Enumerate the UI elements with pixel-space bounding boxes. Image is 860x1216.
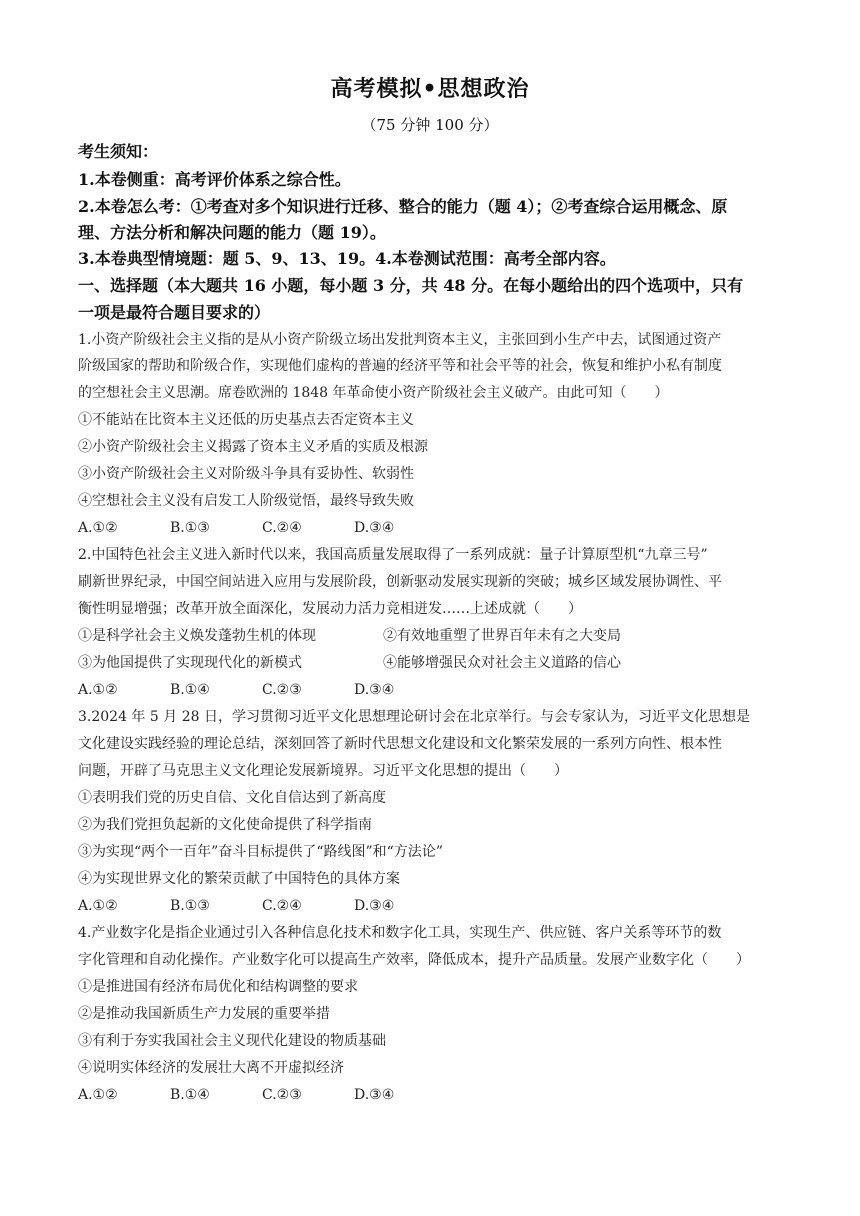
question-stem-line: 阶级国家的帮助和阶级合作，实现他们虚构的普遍的经济平等和社会平等的社会，恢复和维护小私有制度: [78, 358, 722, 374]
section-heading: 一、选择题（本大题共 16 小题，每小题 3 分，共 48 分。在每小题给出的四个选项中，只有: [78, 276, 744, 295]
option-a: A.①②: [78, 1087, 118, 1103]
statement: ④说明实体经济的发展壮大离不开虚拟经济: [78, 1060, 344, 1076]
statement: ③为实现“两个一百年”奋斗目标提供了“路线图”和“方法论”: [78, 844, 443, 860]
question-stem-line: 问题，开辟了马克思主义文化理论发展新境界。习近平文化思想的提出（ ）: [78, 763, 568, 779]
answer-options: [78, 680, 446, 700]
question-stem-line: 衡性明显增强；改革开放全面深化，发展动力活力竞相迸发……上述成就（ ）: [78, 601, 582, 617]
option-d: D.③④: [354, 682, 395, 698]
section-heading: 一项是最符合题目要求的）: [78, 303, 271, 322]
option-a: A.①②: [78, 898, 118, 914]
statement: ②为我们党担负起新的文化使命提供了科学指南: [78, 817, 372, 833]
option-d: D.③④: [354, 520, 395, 536]
exam-duration-score: （75 分钟 100 分）: [361, 116, 499, 134]
statement: ②是推动我国新质生产力发展的重要举措: [78, 1006, 330, 1022]
answer-options: [78, 518, 446, 538]
statement: ③为他国提供了实现现代化的新模式: [78, 655, 302, 671]
statement: ④能够增强民众对社会主义道路的信心: [383, 655, 621, 671]
option-c: C.②④: [262, 898, 302, 914]
option-d: D.③④: [354, 898, 395, 914]
question-stem-line: 2.中国特色社会主义进入新时代以来，我国高质量发展取得了一系列成就：量子计算原型机“九章三号”: [78, 547, 708, 563]
notice-item: 理、方法分析和解决问题的能力（题 19）。: [78, 223, 386, 242]
option-d: D.③④: [354, 1087, 395, 1103]
option-a: A.①②: [78, 682, 118, 698]
option-c: C.②④: [262, 520, 302, 536]
notice-item: 2.本卷怎么考：①考查对多个知识进行迁移、整合的能力（题 4）；②考查综合运用概念、原: [78, 197, 728, 216]
option-b: B.①④: [170, 1087, 210, 1103]
question-stem-line: 1.小资产阶级社会主义指的是从小资产阶级立场出发批判资本主义，主张回到小生产中去，试图通过资产: [78, 332, 722, 348]
statement: ①不能站在比资本主义还低的历史基点去否定资本主义: [78, 412, 414, 428]
question-stem-line: 4.产业数字化是指企业通过引入各种信息化技术和数字化工具，实现生产、供应链、客户关系等环节的数: [78, 925, 722, 941]
notice-heading: 考生须知：: [78, 142, 159, 161]
option-b: B.①④: [170, 682, 210, 698]
statement: ④为实现世界文化的繁荣贡献了中国特色的具体方案: [78, 871, 400, 887]
option-b: B.①③: [170, 898, 210, 914]
statement: ①是科学社会主义焕发蓬勃生机的体现: [78, 628, 316, 644]
option-c: C.②③: [262, 682, 302, 698]
answer-options: [78, 1085, 446, 1105]
question-stem-line: 刷新世界纪录，中国空间站进入应用与发展阶段，创新驱动发展实现新的突破；城乡区域发展协调性、平: [78, 574, 722, 590]
statement: ③有利于夯实我国社会主义现代化建设的物质基础: [78, 1033, 386, 1049]
option-b: B.①③: [170, 520, 210, 536]
statement: ②有效地重塑了世界百年未有之大变局: [383, 628, 621, 644]
statement-row: [78, 653, 688, 673]
option-c: C.②③: [262, 1087, 302, 1103]
page-title: 高考模拟•思想政治: [330, 76, 530, 102]
answer-options: [78, 896, 446, 916]
question-stem-line: 文化建设实践经验的理论总结，深刻回答了新时代思想文化建设和文化繁荣发展的一系列方向性、根本性: [78, 736, 722, 752]
statement: ③小资产阶级社会主义对阶级斗争具有妥协性、软弱性: [78, 466, 414, 482]
notice-item: 3.本卷典型情境题：题 5、9、13、19。4.本卷测试范围：高考全部内容。: [78, 249, 616, 268]
statement: ②小资产阶级社会主义揭露了资本主义矛盾的实质及根源: [78, 439, 428, 455]
statement: ①是推进国有经济布局优化和结构调整的要求: [78, 979, 358, 995]
statement-row: [78, 626, 688, 646]
question-stem-line: 3.2024 年 5 月 28 日，学习贯彻习近平文化思想理论研讨会在北京举行。与会专家认为，习近平文化思想是: [78, 709, 750, 725]
notice-item: 1.本卷侧重：高考评价体系之综合性。: [78, 170, 351, 189]
question-stem-line: 的空想社会主义思潮。席卷欧洲的 1848 年革命使小资产阶级社会主义破产。由此可知（ ）: [78, 385, 669, 401]
statement: ①表明我们党的历史自信、文化自信达到了新高度: [78, 790, 386, 806]
option-a: A.①②: [78, 520, 118, 536]
question-stem-line: 字化管理和自动化操作。产业数字化可以提高生产效率，降低成本，提升产品质量。发展产业数字化（ ）: [78, 952, 750, 968]
statement: ④空想社会主义没有启发工人阶级觉悟，最终导致失败: [78, 493, 414, 509]
